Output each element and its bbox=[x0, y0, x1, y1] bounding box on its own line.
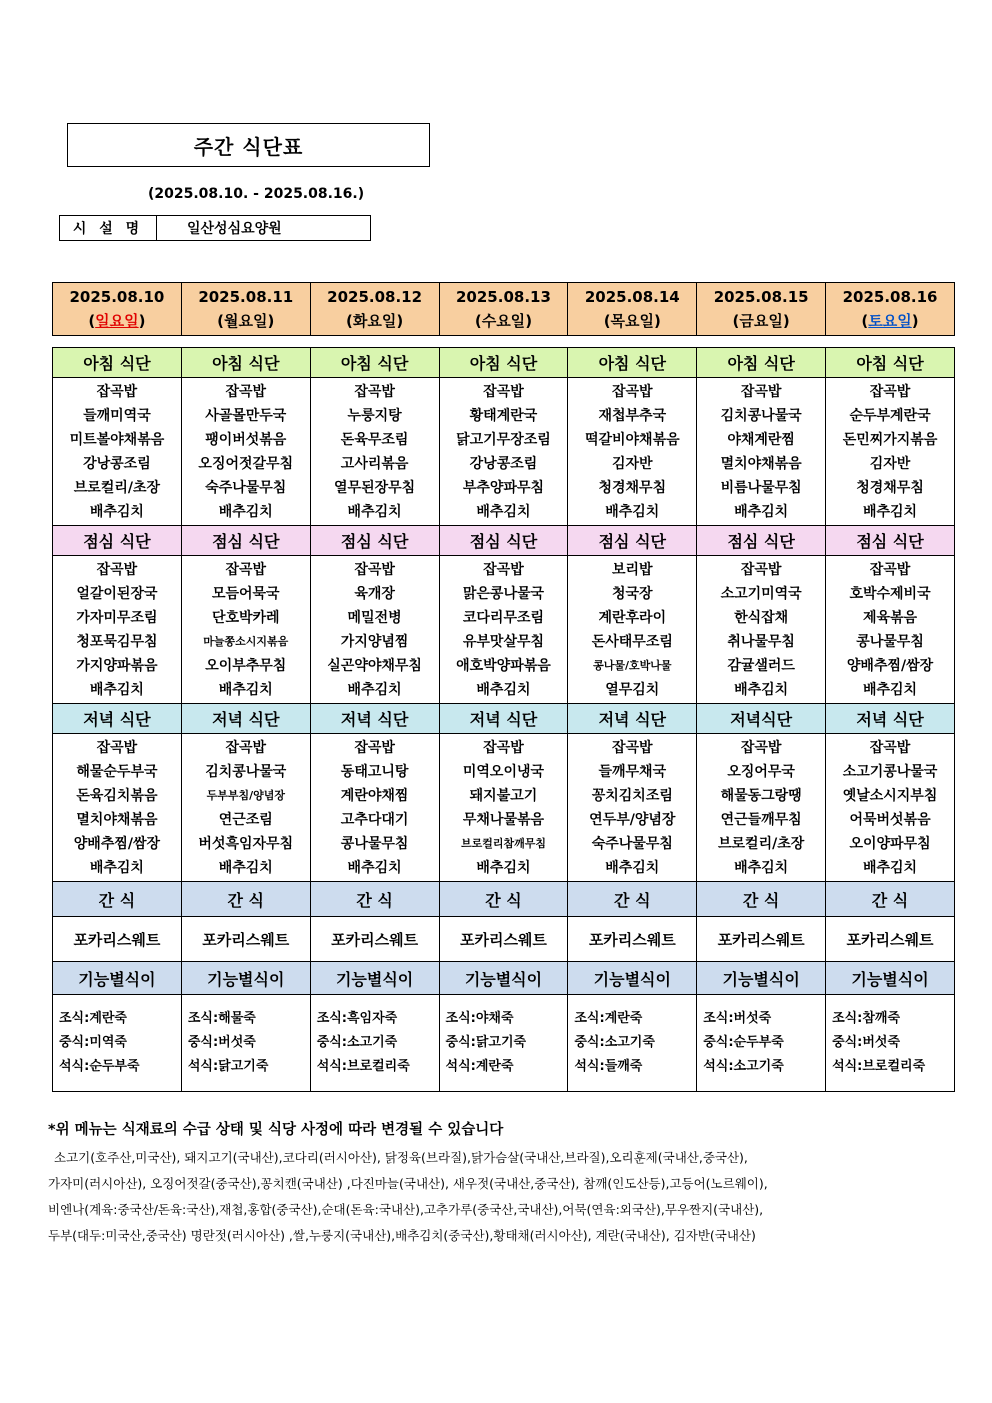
menu-item: 어묵버섯볶음 bbox=[849, 812, 931, 828]
menu-item: 애호박양파볶음 bbox=[456, 658, 551, 674]
menu-item: 배추김치 bbox=[218, 504, 273, 520]
origin-line: 소고기(호주산,미국산), 돼지고기(국내산),코다리(러시아산), 닭정육(브라질),닭가슴살(국내산,브라질),오리훈제(국내산,중국산), bbox=[54, 1150, 748, 1165]
date-text: 2025.08.15 bbox=[713, 288, 809, 306]
menu-item: 마늘쫑소시지볶음 bbox=[203, 635, 289, 648]
menu-item: 열무김치 bbox=[605, 682, 660, 698]
menu-item: 김치콩나물국 bbox=[720, 408, 802, 424]
change-notice: *위 메뉴는 식재료의 수급 상태 및 식당 사정에 따라 변경될 수 있습니다 bbox=[48, 1122, 504, 1138]
page-title: 주간 식단표 bbox=[67, 123, 430, 167]
snack-header: 간 식 bbox=[181, 882, 310, 917]
lunch-header-row bbox=[53, 526, 955, 556]
menu-item: 무채나물볶음 bbox=[462, 812, 545, 828]
menu-item: 콩나물/호박나물 bbox=[593, 659, 672, 672]
porridge-item: 중식:버섯죽 bbox=[187, 1035, 256, 1050]
functional-cell bbox=[568, 995, 697, 1092]
functional-header: 기능별식이 bbox=[53, 962, 182, 995]
menu-item: 누룽지탕 bbox=[347, 408, 402, 424]
menu-item: 들깨무채국 bbox=[598, 764, 667, 780]
menu-item: 버섯흑임자무침 bbox=[198, 836, 294, 852]
menu-item: 청경채무침 bbox=[856, 480, 924, 496]
menu-item: 닭고기무장조림 bbox=[456, 432, 551, 448]
breakfast-header: 아침 식단 bbox=[826, 348, 955, 378]
weekday-label: 월요일 bbox=[224, 312, 268, 330]
dinner-menu-cell bbox=[568, 734, 697, 882]
porridge-item: 조식:계란죽 bbox=[59, 1011, 127, 1026]
snack-item: 포카리스웨트 bbox=[181, 917, 310, 962]
menu-item: 잡곡밥 bbox=[225, 740, 267, 756]
menu-item: 잡곡밥 bbox=[869, 740, 911, 756]
menu-item: 배추김치 bbox=[89, 860, 144, 876]
lunch-menu-cell bbox=[181, 556, 310, 704]
porridge-item: 석식:계란죽 bbox=[445, 1059, 514, 1074]
weekday-text: (토요일) bbox=[861, 312, 919, 330]
menu-item: 야채계란찜 bbox=[727, 432, 795, 448]
menu-item: 김자반 bbox=[869, 456, 911, 472]
menu-item: 순두부계란국 bbox=[849, 408, 931, 424]
menu-item: 배추김치 bbox=[476, 504, 531, 520]
menu-item: 양배추찜/쌈장 bbox=[73, 836, 161, 852]
menu-item: 해물순두부국 bbox=[76, 764, 158, 780]
menu-item: 강낭콩조림 bbox=[83, 456, 151, 472]
menu-item: 소고기콩나물국 bbox=[842, 764, 938, 780]
lunch-header: 점심 식단 bbox=[53, 526, 182, 556]
menu-item: 연근들깨무침 bbox=[720, 812, 802, 828]
menu-item: 재첩부추국 bbox=[598, 408, 667, 424]
menu-item: 코다리무조림 bbox=[462, 610, 545, 626]
functional-header: 기능별식이 bbox=[826, 962, 955, 995]
porridge-item: 조식:버섯죽 bbox=[703, 1011, 772, 1026]
menu-item: 잡곡밥 bbox=[354, 740, 395, 756]
porridge-item: 조식:흑임자죽 bbox=[316, 1011, 398, 1026]
breakfast-items-row bbox=[53, 378, 955, 526]
notes-section bbox=[48, 1118, 948, 1249]
menu-item: 꽁치김치조림 bbox=[591, 788, 673, 804]
menu-item: 고사리볶음 bbox=[340, 456, 409, 472]
menu-item: 잡곡밥 bbox=[354, 562, 395, 578]
functional-cell bbox=[826, 995, 955, 1092]
weekday-label: 일요일 bbox=[95, 312, 139, 330]
menu-item: 콩나물무침 bbox=[340, 836, 409, 852]
menu-item: 오이부추무침 bbox=[205, 658, 287, 674]
dinner-menu-cell bbox=[826, 734, 955, 882]
dinner-header: 저녁 식단 bbox=[181, 704, 310, 734]
menu-item: 잡곡밥 bbox=[225, 562, 267, 578]
snack-header: 간 식 bbox=[826, 882, 955, 917]
menu-item: 잡곡밥 bbox=[96, 740, 138, 756]
menu-item: 브로컬리참깨무침 bbox=[460, 837, 546, 850]
menu-item: 돈사태무조림 bbox=[591, 634, 673, 650]
menu-item: 잡곡밥 bbox=[740, 562, 782, 578]
menu-item: 배추김치 bbox=[862, 504, 918, 520]
snack-header: 간 식 bbox=[439, 882, 568, 917]
facility-name: 일산성심요양원 bbox=[187, 221, 282, 237]
menu-item: 잡곡밥 bbox=[869, 384, 911, 400]
origin-line: 비엔나(계육:중국산/돈육:국산),재첩,홍합(중국산),순대(돈육:국내산),고추가루(중국산,국내산),어묵(연육:외국산),무우짠지(국내산), bbox=[48, 1202, 764, 1217]
menu-item: 감귤샐러드 bbox=[727, 658, 795, 674]
lunch-header: 점심 식단 bbox=[439, 526, 568, 556]
menu-item: 콩나물무침 bbox=[856, 634, 924, 650]
menu-item: 떡갈비야채볶음 bbox=[584, 432, 680, 448]
date-text: 2025.08.10 bbox=[69, 288, 165, 306]
menu-item: 연근조림 bbox=[218, 812, 273, 828]
menu-item: 돈육무조림 bbox=[340, 432, 409, 448]
menu-item: 배추김치 bbox=[734, 504, 789, 520]
weekday-label: 금요일 bbox=[739, 312, 783, 330]
date-text: 2025.08.16 bbox=[842, 288, 938, 306]
menu-item: 배추김치 bbox=[605, 504, 660, 520]
snack-header-row bbox=[53, 882, 955, 917]
menu-item: 제육볶음 bbox=[862, 610, 918, 626]
breakfast-menu-cell bbox=[697, 378, 826, 526]
weekday-text: (화요일) bbox=[346, 312, 404, 330]
menu-item: 돈육김치볶음 bbox=[76, 788, 158, 804]
porridge-item: 조식:야채죽 bbox=[445, 1011, 514, 1026]
menu-item: 모듬어묵국 bbox=[211, 586, 280, 602]
lunch-items-row bbox=[53, 556, 955, 704]
menu-item: 부추양파무침 bbox=[462, 480, 545, 496]
menu-item: 잡곡밥 bbox=[612, 740, 653, 756]
breakfast-header: 아침 식단 bbox=[697, 348, 826, 378]
date-text: 2025.08.13 bbox=[456, 288, 551, 306]
porridge-item: 석식:브로컬리죽 bbox=[832, 1059, 926, 1074]
functional-cell bbox=[310, 995, 439, 1092]
porridge-item: 조식:참깨죽 bbox=[832, 1011, 901, 1026]
weekday-label: 목요일 bbox=[610, 312, 655, 330]
snack-header: 간 식 bbox=[697, 882, 826, 917]
menu-item: 가지양파볶음 bbox=[76, 658, 158, 674]
snack-header: 간 식 bbox=[53, 882, 182, 917]
breakfast-header: 아침 식단 bbox=[568, 348, 697, 378]
porridge-item: 석식:들깨죽 bbox=[574, 1059, 643, 1074]
menu-item: 배추김치 bbox=[89, 682, 144, 698]
weekday-text: (목요일) bbox=[603, 312, 661, 330]
porridge-item: 중식:소고기죽 bbox=[574, 1035, 655, 1050]
facility-label: 시 설 명 bbox=[60, 216, 157, 240]
menu-item: 배추김치 bbox=[347, 504, 402, 520]
functional-header: 기능별식이 bbox=[439, 962, 568, 995]
dinner-menu-cell bbox=[181, 734, 310, 882]
breakfast-menu-cell bbox=[826, 378, 955, 526]
date-cell bbox=[568, 283, 697, 336]
lunch-menu-cell bbox=[53, 556, 182, 704]
lunch-header: 점심 식단 bbox=[181, 526, 310, 556]
menu-item: 돈민찌가지볶음 bbox=[842, 432, 938, 448]
functional-header-row bbox=[53, 962, 955, 995]
lunch-header: 점심 식단 bbox=[568, 526, 697, 556]
menu-item: 돼지불고기 bbox=[469, 788, 538, 804]
menu-item: 배추김치 bbox=[734, 682, 789, 698]
menu-item: 잡곡밥 bbox=[354, 384, 395, 400]
menu-item: 소고기미역국 bbox=[720, 586, 802, 602]
weekday-label: 토요일 bbox=[868, 312, 912, 330]
snack-item: 포카리스웨트 bbox=[310, 917, 439, 962]
menu-item: 옛날소시지부침 bbox=[842, 788, 938, 804]
breakfast-header-row bbox=[53, 348, 955, 378]
menu-item: 잡곡밥 bbox=[483, 562, 524, 578]
breakfast-menu-cell bbox=[568, 378, 697, 526]
porridge-item: 석식:소고기죽 bbox=[703, 1059, 784, 1074]
functional-items-row bbox=[53, 995, 955, 1092]
dinner-menu-cell bbox=[439, 734, 568, 882]
menu-item: 잡곡밥 bbox=[225, 384, 267, 400]
menu-item: 배추김치 bbox=[89, 504, 144, 520]
lunch-header: 점심 식단 bbox=[697, 526, 826, 556]
menu-item: 김자반 bbox=[612, 456, 653, 472]
dinner-items-row bbox=[53, 734, 955, 882]
breakfast-header: 아침 식단 bbox=[181, 348, 310, 378]
menu-item: 계란야채찜 bbox=[340, 788, 409, 804]
menu-item: 비름나물무침 bbox=[720, 480, 802, 496]
functional-header: 기능별식이 bbox=[310, 962, 439, 995]
date-cell bbox=[310, 283, 439, 336]
menu-item: 단호박카레 bbox=[211, 610, 280, 626]
porridge-item: 중식:순두부죽 bbox=[703, 1035, 784, 1050]
functional-cell bbox=[181, 995, 310, 1092]
menu-item: 열무된장무침 bbox=[334, 480, 416, 496]
menu-item: 배추김치 bbox=[862, 860, 918, 876]
date-header-table bbox=[52, 282, 955, 336]
weekday-text: (수요일) bbox=[474, 312, 533, 330]
breakfast-header: 아침 식단 bbox=[53, 348, 182, 378]
dinner-header: 저녁 식단 bbox=[826, 704, 955, 734]
date-row bbox=[53, 283, 955, 336]
functional-cell bbox=[439, 995, 568, 1092]
menu-item: 해물동그랑땡 bbox=[720, 788, 802, 804]
date-cell bbox=[53, 283, 182, 336]
lunch-header: 점심 식단 bbox=[310, 526, 439, 556]
breakfast-menu-cell bbox=[181, 378, 310, 526]
menu-item: 메밀전병 bbox=[347, 610, 402, 626]
menu-item: 배추김치 bbox=[218, 860, 273, 876]
menu-item: 고추다대기 bbox=[340, 812, 409, 828]
menu-item: 멸치야채볶음 bbox=[720, 456, 802, 472]
porridge-item: 석식:브로컬리죽 bbox=[316, 1059, 410, 1074]
porridge-item: 조식:해물죽 bbox=[187, 1011, 256, 1026]
porridge-item: 석식:닭고기죽 bbox=[187, 1059, 269, 1074]
menu-period: (2025.08.10. - 2025.08.16.) bbox=[148, 186, 365, 202]
menu-item: 강낭콩조림 bbox=[469, 456, 538, 472]
menu-item: 실곤약야채무침 bbox=[327, 658, 422, 674]
porridge-item: 중식:닭고기죽 bbox=[445, 1035, 527, 1050]
menu-item: 미역오이냉국 bbox=[462, 764, 545, 780]
menu-item: 배추김치 bbox=[734, 860, 789, 876]
date-cell bbox=[697, 283, 826, 336]
breakfast-menu-cell bbox=[310, 378, 439, 526]
dinner-header-row bbox=[53, 704, 955, 734]
weekday-text: (월요일) bbox=[217, 312, 275, 330]
menu-item: 배추김치 bbox=[218, 682, 273, 698]
menu-item: 오징어무국 bbox=[727, 764, 795, 780]
menu-item: 배추김치 bbox=[862, 682, 918, 698]
date-cell bbox=[181, 283, 310, 336]
weekday-text: (금요일) bbox=[732, 312, 790, 330]
menu-item: 오징어젓갈무침 bbox=[198, 456, 294, 472]
dinner-menu-cell bbox=[697, 734, 826, 882]
menu-item: 보리밥 bbox=[612, 562, 653, 578]
menu-item: 사골몰만두국 bbox=[205, 408, 287, 424]
lunch-menu-cell bbox=[568, 556, 697, 704]
functional-header: 기능별식이 bbox=[568, 962, 697, 995]
menu-item: 잡곡밥 bbox=[612, 384, 653, 400]
lunch-menu-cell bbox=[697, 556, 826, 704]
dinner-header: 저녁 식단 bbox=[53, 704, 182, 734]
origin-line: 두부(대두:미국산,중국산) 명란젓(러시아산) ,쌀,누룽지(국내산),배추김치(중국산),황태채(러시아산), 계란(국내산), 김자반(국내산) bbox=[48, 1228, 756, 1243]
date-cell bbox=[826, 283, 955, 336]
weekday-text: (일요일) bbox=[88, 312, 146, 330]
porridge-item: 중식:버섯죽 bbox=[832, 1035, 901, 1050]
menu-item: 브로컬리/초장 bbox=[73, 480, 161, 496]
menu-item: 숙주나물무침 bbox=[205, 480, 287, 496]
menu-item: 청국장 bbox=[612, 586, 653, 602]
menu-item: 한식잡채 bbox=[734, 610, 789, 626]
snack-item: 포카리스웨트 bbox=[439, 917, 568, 962]
menu-item: 배추김치 bbox=[476, 682, 531, 698]
menu-item: 맑은콩나물국 bbox=[462, 586, 545, 602]
porridge-item: 중식:미역죽 bbox=[59, 1035, 127, 1050]
menu-item: 김치콩나물국 bbox=[205, 764, 287, 780]
snack-item: 포카리스웨트 bbox=[568, 917, 697, 962]
date-text: 2025.08.12 bbox=[327, 288, 423, 306]
snack-header: 간 식 bbox=[568, 882, 697, 917]
lunch-menu-cell bbox=[310, 556, 439, 704]
menu-item: 유부맛살무침 bbox=[462, 634, 545, 650]
dinner-header: 저녁 식단 bbox=[568, 704, 697, 734]
menu-item: 동태고니탕 bbox=[340, 764, 409, 780]
menu-item: 잡곡밥 bbox=[869, 562, 911, 578]
menu-item: 멸치야채볶음 bbox=[76, 812, 158, 828]
menu-item: 청포묵김무침 bbox=[76, 634, 158, 650]
menu-item: 호박수제비국 bbox=[849, 586, 931, 602]
menu-item: 계란후라이 bbox=[598, 610, 667, 626]
dinner-menu-cell bbox=[53, 734, 182, 882]
porridge-item: 중식:소고기죽 bbox=[316, 1035, 398, 1050]
menu-item: 숙주나물무침 bbox=[591, 836, 673, 852]
snack-item: 포카리스웨트 bbox=[826, 917, 955, 962]
breakfast-menu-cell bbox=[439, 378, 568, 526]
menu-item: 잡곡밥 bbox=[96, 562, 138, 578]
origin-info bbox=[48, 1145, 948, 1249]
lunch-menu-cell bbox=[826, 556, 955, 704]
origin-line: 가자미(러시아산), 오징어젓갈(중국산),꽁치캔(국내산) ,다진마늘(국내산), 새우젓(국내산,중국산), 참깨(인도산등),고등어(노르웨이), bbox=[48, 1176, 768, 1191]
menu-item: 잡곡밥 bbox=[483, 384, 524, 400]
snack-item: 포카리스웨트 bbox=[697, 917, 826, 962]
menu-item: 배추김치 bbox=[476, 860, 531, 876]
menu-item: 연두부/양념장 bbox=[589, 812, 676, 828]
menu-item: 육개장 bbox=[354, 586, 395, 602]
menu-item: 황태계란국 bbox=[469, 408, 538, 424]
menu-item: 가지양념찜 bbox=[340, 634, 409, 650]
menu-item: 청경채무침 bbox=[598, 480, 667, 496]
functional-cell bbox=[53, 995, 182, 1092]
menu-item: 배추김치 bbox=[605, 860, 660, 876]
snack-items-row bbox=[53, 917, 955, 962]
date-text: 2025.08.14 bbox=[584, 288, 680, 306]
dinner-header: 저녁식단 bbox=[697, 704, 826, 734]
weekday-label: 수요일 bbox=[481, 312, 526, 330]
menu-item: 양배추찜/쌈장 bbox=[846, 658, 934, 674]
menu-item: 오이양파무침 bbox=[849, 836, 931, 852]
dinner-header: 저녁 식단 bbox=[439, 704, 568, 734]
facility-box bbox=[59, 215, 371, 241]
menu-item: 들깨미역국 bbox=[83, 408, 151, 424]
functional-header: 기능별식이 bbox=[181, 962, 310, 995]
menu-item: 잡곡밥 bbox=[740, 740, 782, 756]
menu-item: 가자미무조림 bbox=[76, 610, 158, 626]
date-cell bbox=[439, 283, 568, 336]
breakfast-header: 아침 식단 bbox=[310, 348, 439, 378]
lunch-menu-cell bbox=[439, 556, 568, 704]
weekday-label: 화요일 bbox=[352, 312, 397, 330]
dinner-header: 저녁 식단 bbox=[310, 704, 439, 734]
menu-item: 잡곡밥 bbox=[740, 384, 782, 400]
weekly-menu-table bbox=[52, 347, 955, 1092]
porridge-item: 조식:계란죽 bbox=[574, 1011, 643, 1026]
menu-item: 배추김치 bbox=[347, 860, 402, 876]
snack-header: 간 식 bbox=[310, 882, 439, 917]
functional-header: 기능별식이 bbox=[697, 962, 826, 995]
date-text: 2025.08.11 bbox=[198, 288, 294, 306]
breakfast-menu-cell bbox=[53, 378, 182, 526]
snack-item: 포카리스웨트 bbox=[53, 917, 182, 962]
lunch-header: 점심 식단 bbox=[826, 526, 955, 556]
menu-item: 잡곡밥 bbox=[483, 740, 524, 756]
porridge-item: 석식:순두부죽 bbox=[59, 1059, 140, 1074]
menu-item: 두부부침/양념장 bbox=[206, 789, 285, 802]
breakfast-header: 아침 식단 bbox=[439, 348, 568, 378]
menu-item: 팽이버섯볶음 bbox=[205, 432, 287, 448]
dinner-menu-cell bbox=[310, 734, 439, 882]
menu-item: 브로컬리/초장 bbox=[718, 836, 805, 852]
menu-item: 얼갈이된장국 bbox=[76, 586, 158, 602]
menu-item: 잡곡밥 bbox=[96, 384, 138, 400]
menu-item: 취나물무침 bbox=[727, 634, 795, 650]
menu-item: 배추김치 bbox=[347, 682, 402, 698]
menu-item: 미트볼야채볶음 bbox=[69, 432, 165, 448]
functional-cell bbox=[697, 995, 826, 1092]
